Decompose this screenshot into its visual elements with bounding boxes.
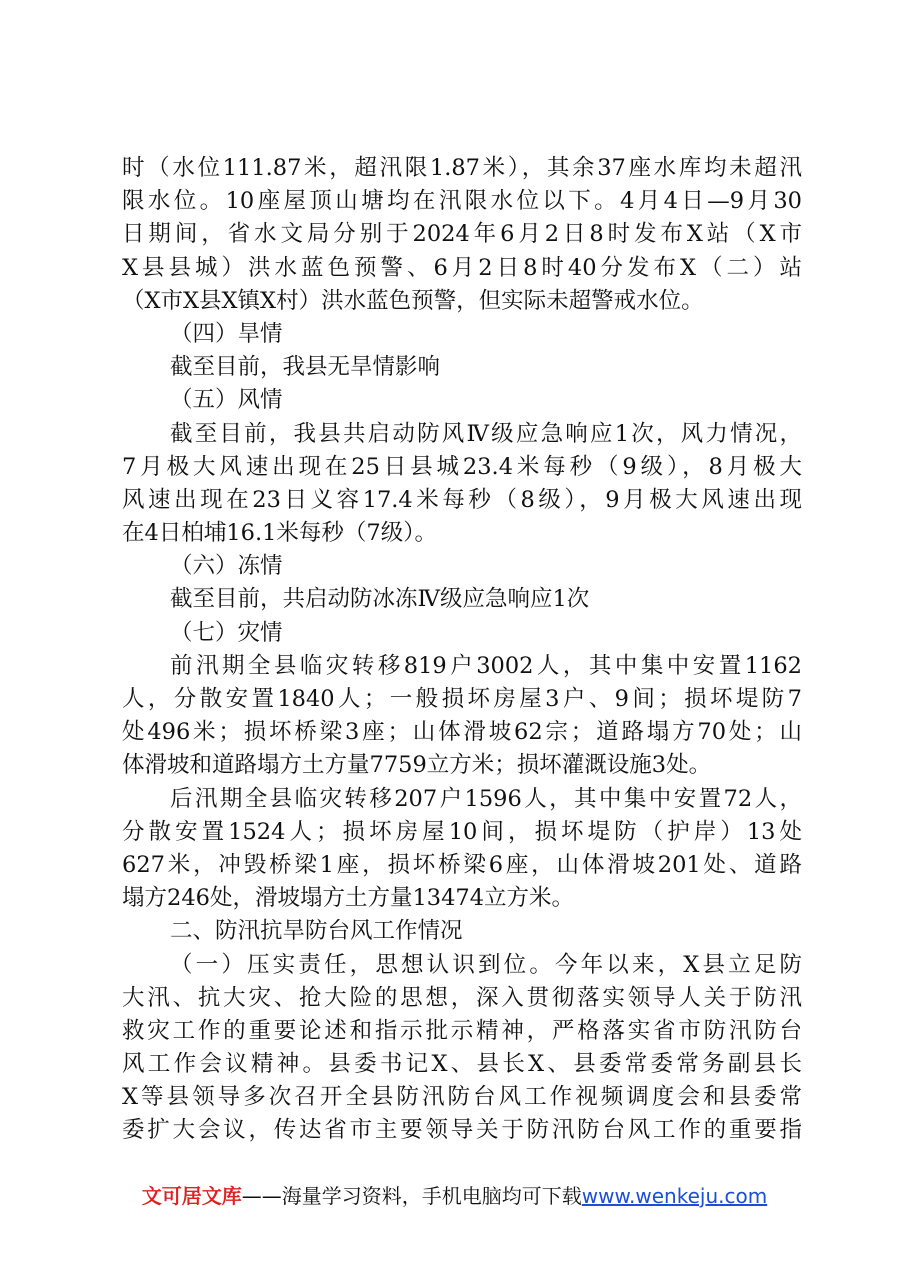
footer-site-link[interactable]: www.wenkeju.com: [581, 1184, 768, 1208]
text-line: （五）风情: [170, 387, 283, 414]
text-line: X县县城）洪水蓝色预警、6月2日8时40分发布X（二）站: [122, 254, 802, 281]
text-line: 人，分散安置1840人；一般损坏房屋3户、9间；损坏堤防7: [122, 686, 802, 712]
text-line: 大汛、抗大灾、抢大险的思想，深入贯彻落实领导人关于防汛: [122, 984, 802, 1011]
text-line: 时（水位111.87米，超汛限1.87米），其余37座水库均未超汛: [122, 155, 802, 181]
text-line: 限水位。10座屋顶山塘均在汛限水位以下。4月4日—9月30: [122, 188, 802, 215]
text-line: 分散安置1524人；损坏房屋10间，损坏堤防（护岸）13处: [122, 818, 802, 845]
text-line: 截至目前，共启动防冰冻Ⅳ级应急响应1次: [170, 586, 590, 613]
text-line: 截至目前，我县共启动防风Ⅳ级应急响应1次，风力情况，: [170, 420, 802, 447]
text-line: 委扩大会议，传达省市主要领导关于防汛防台风工作的重要指: [122, 1117, 802, 1144]
text-line: 在4日柏埔16.1米每秒（7级）。: [122, 520, 437, 547]
text-line: 627米，冲毁桥梁1座，损坏桥梁6座，山体滑坡201处、道路: [122, 851, 802, 878]
text-line: （X市X县X镇X村）洪水蓝色预警，但实际未超警戒水位。: [122, 287, 704, 314]
footer-banner: [0, 1182, 909, 1210]
text-line: 日期间，省水文局分别于2024年6月2日8时发布X站（X市: [122, 221, 802, 248]
text-line: （七）灾情: [170, 619, 283, 646]
text-line: 体滑坡和道路塌方土方量7759立方米；损坏灌溉设施3处。: [122, 752, 712, 779]
text-line: 处496米；损坏桥梁3座；山体滑坡62宗；道路塌方70处；山: [122, 719, 802, 746]
text-line: （四）旱情: [170, 320, 283, 347]
text-line: 前汛期全县临灾转移819户3002人，其中集中安置1162: [170, 652, 802, 679]
document-body: [122, 152, 802, 1148]
text-line: X等县领导多次召开全县防汛防台风工作视频调度会和县委常: [122, 1084, 802, 1111]
text-line: 后汛期全县临灾转移207户1596人，其中集中安置72人，: [170, 785, 802, 812]
footer-slogan: ——海量学习资料，手机电脑均可下载: [241, 1184, 582, 1208]
text-line: 截至目前，我县无旱情影响: [170, 354, 441, 381]
text-line: 塌方246处，滑坡塌方土方量13474立方米。: [122, 885, 575, 912]
text-line: 7月极大风速出现在25日县城23.4米每秒（9级），8月极大: [122, 453, 802, 480]
text-line: （一）压实责任，思想认识到位。今年以来，X县立足防: [170, 951, 802, 978]
text-line: 风速出现在23日义容17.4米每秒（8级），9月极大风速出现: [122, 486, 802, 513]
text-line: 风工作会议精神。县委书记X、县长X、县委常委常务副县长: [122, 1051, 802, 1078]
text-line: （六）冻情: [170, 553, 283, 580]
section-heading: 二、防汛抗旱防台风工作情况: [170, 918, 463, 945]
footer-brand: 文可居文库: [141, 1184, 242, 1208]
text-line: 救灾工作的重要论述和指示批示精神，严格落实省市防汛防台: [122, 1017, 802, 1044]
